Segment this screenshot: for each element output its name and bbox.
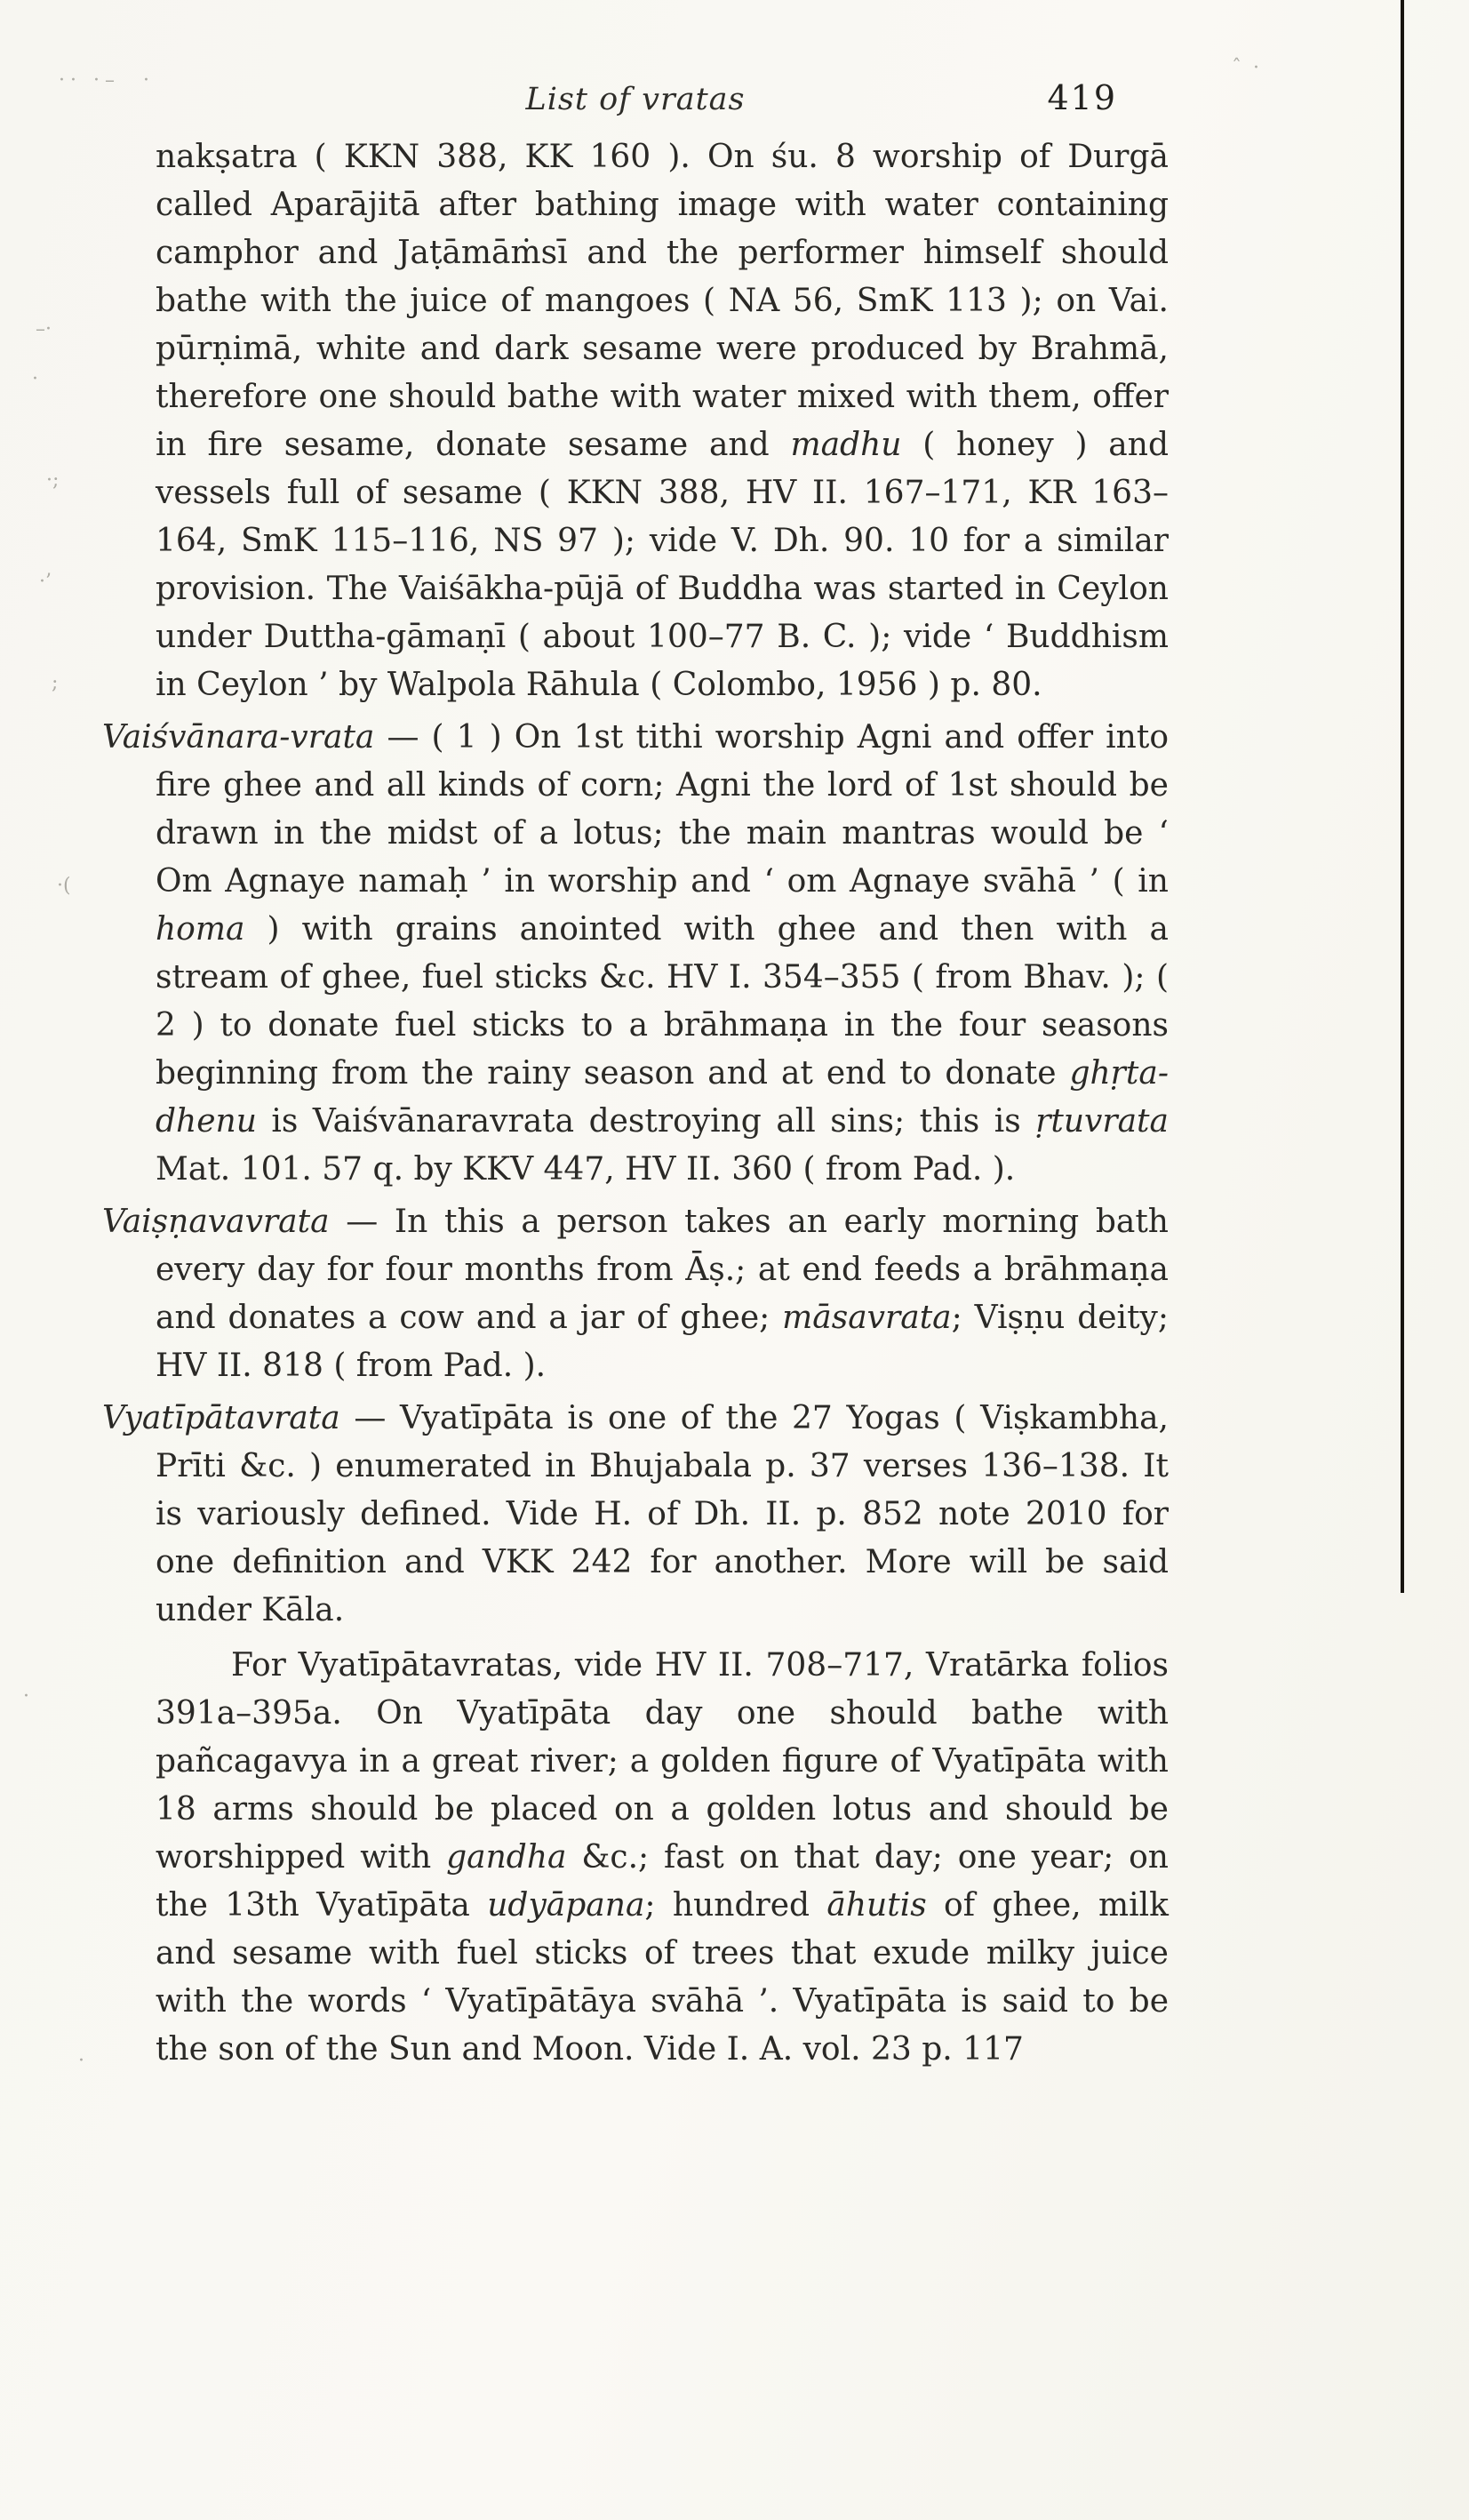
scan-artifact: · (78, 2050, 84, 2072)
entry-vaisvanara-vrata: Vaiśvānara-vrata — ( 1 ) On 1st tithi worship Agni and offer into fire ghee and all kinds of corn; Agni the lord of 1st should be drawn in the midst of a lotus; the main mantras would be ‘ Om Agnaye namaḥ ’ in worship and ‘ om Agnaye svāhā ’ ( in homa ) with grains anointed with ghee and then with a stream of ghee, fuel sticks &c. HV I. 354–355 ( from Bhav. ); ( 2 ) to donate fuel sticks to a brāhmaṇa in the four seasons beginning from the rainy season and at end to donate ghṛta-dhenu is Vaiśvānaravrata destroying all sins; this is ṛtuvrata Mat. 101. 57 q. by KKV 447, HV II. 360 ( from Pad. ). (102, 719, 1169, 1188)
paragraph-vyatipatavratas: For Vyatīpātavratas, vide HV II. 708–717, Vratārka folios 391a–395a. On Vyatīpāta day one should bathe with pañcagavya in a great river; a golden figure of Vyatīpāta with 18 arms should be placed on a golden lotus and should be worshipped with gandha &c.; fast on that day; one year; on the 13th Vyatīpāta udyāpana; hundred āhutis of ghee, milk and sesame with fuel sticks of trees that exude milky juice with the words ‘ Vyatīpātāya svāhā ’. Vyatīpāta is said to be the son of the Sun and Moon. Vide I. A. vol. 23 p. 117 (156, 1647, 1169, 2068)
scan-artifact: –· (36, 318, 52, 340)
scan-artifact: ˆ · (1232, 57, 1262, 79)
scan-artifact: ·; (46, 469, 60, 492)
scan-artifact: · (23, 1685, 29, 1708)
entry-vaisnavavrata: Vaiṣṇavavrata — In this a person takes an early morning bath every day for four months from Āṣ.; at end feeds a brāhmaṇa and donates a cow and a jar of ghee; māsavrata; Viṣṇu deity; HV II. 818 ( from Pad. ). (102, 1204, 1169, 1384)
paragraph-naksatra-continuation: nakṣatra ( KKN 388, KK 160 ). On śu. 8 worship of Durgā called Aparājitā after bathing image with water containing camphor and Jaṭāmāṁsī and the performer himself should bathe with the juice of mangoes ( NA 56, SmK 113 ); on Vai. pūrṇimā, white and dark sesame were produced by Brahmā, therefore one should bathe with water mixed with them, offer in fire sesame, donate sesame and madhu ( honey ) and vessels full of sesame ( KKN 388, HV II. 167–171, KR 163–164, SmK 115–116, NS 97 ); vide V. Dh. 90. 10 for a similar provision. The Vaiśākha-pūjā of Buddha was started in Ceylon under Duttha-gāmaṇī ( about 100–77 B. C. ); vide ‘ Buddhism in Ceylon ’ by Walpola Rāhula ( Colombo, 1956 ) p. 80. (156, 139, 1169, 703)
running-title: List of vratas (525, 82, 746, 117)
scan-artifact: ; (52, 672, 59, 694)
scan-edge-line (1401, 0, 1404, 1593)
scan-artifact: ·’ (39, 571, 52, 593)
entry-vyatipatavrata: Vyatīpātavrata — Vyatīpāta is one of the 27 Yogas ( Viṣkambha, Prīti &c. ) enumerated in Bhujabala p. 37 verses 136–138. It is variously defined. Vide H. of Dh. II. p. 852 note 2010 for one definition and VKK 242 for another. More will be said under Kāla. (102, 1400, 1169, 1628)
scan-artifact: ·( (57, 875, 71, 897)
page-content (102, 133, 1169, 2078)
page-header (102, 78, 1169, 132)
scan-artifact: · (32, 368, 38, 390)
scan-artifact: ·· ·– · (59, 69, 155, 92)
page-number: 419 (1047, 78, 1117, 117)
